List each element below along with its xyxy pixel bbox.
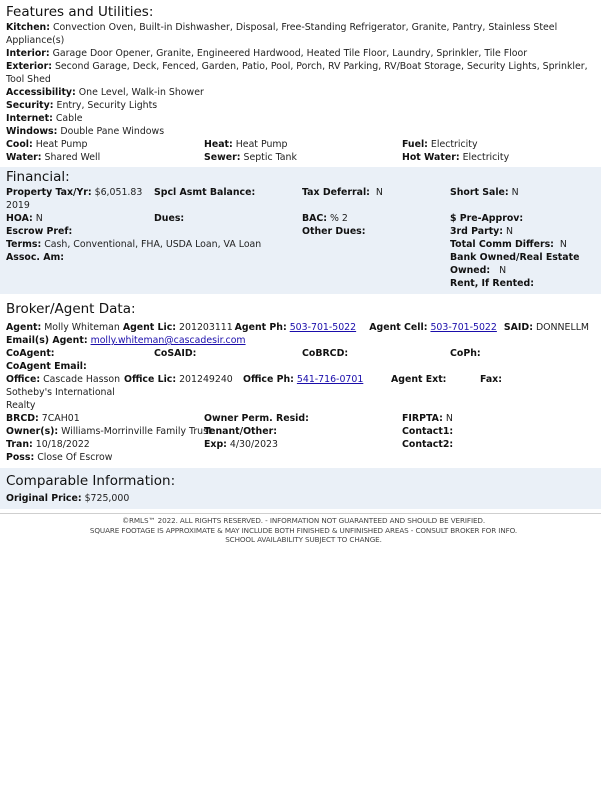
utility-row-1 — [6, 138, 595, 151]
tran-cell: Tran: 10/18/2022 — [6, 439, 90, 450]
said-cell: SAID: DONNELLM — [503, 322, 590, 333]
financial-section — [0, 167, 601, 294]
internet-row: Internet: Cable — [6, 113, 83, 124]
sewer-cell: Sewer: Septic Tank — [204, 152, 297, 163]
coph-cell: CoPh: — [450, 348, 481, 359]
agent-email-link[interactable]: molly.whiteman@cascadesir.com — [90, 335, 246, 346]
hotwater-cell: Hot Water: Electricity — [402, 152, 510, 163]
agentext-cell: Agent Ext: — [391, 374, 447, 385]
fuel-cell: Fuel: Electricity — [402, 139, 478, 150]
utility-row-2 — [6, 151, 595, 167]
financial-row-4 — [6, 238, 595, 251]
thirdparty-cell: 3rd Party: N — [450, 226, 514, 237]
accessibility-row: Accessibility: One Level, Walk-in Shower — [6, 87, 204, 98]
broker-row-1 — [6, 321, 595, 334]
hoa-cell: HOA: N — [6, 213, 43, 224]
shortsale-cell: Short Sale: N — [450, 187, 519, 198]
escrow-cell: Escrow Pref: — [6, 226, 73, 237]
coemail-row: CoAgent Email: — [6, 361, 87, 372]
contact1-cell: Contact1: — [402, 426, 454, 437]
broker-section — [0, 294, 601, 468]
original-price-row: Original Price: $725,000 — [6, 493, 130, 504]
footer-line-2: SQUARE FOOTAGE IS APPROXIMATE & MAY INCLUDE BOTH FINISHED & UNFINISHED AREAS - CONSULT BROKER FOR INFO. — [89, 525, 518, 535]
office-phone-link[interactable]: 541-716-0701 — [296, 374, 364, 385]
financial-title: Financial: — [6, 169, 70, 185]
agent-phone-link[interactable]: 503-701-5022 — [289, 322, 357, 333]
contact2-cell: Contact2: — [402, 439, 454, 450]
features-title: Features and Utilities: — [6, 4, 154, 20]
terms-cell: Terms: Cash, Conventional, FHA, USDA Loan, VA Loan — [6, 239, 262, 250]
cosaid-cell: CoSAID: — [154, 348, 197, 359]
firpta-cell: FIRPTA: N — [402, 413, 453, 424]
poss-row: Poss: Close Of Escrow — [6, 452, 113, 463]
email-row: Email(s) Agent: molly.whiteman@cascadesir.com — [6, 335, 246, 346]
footer-disclaimer — [0, 514, 607, 545]
deferral-cell: Tax Deferral: N — [302, 187, 383, 198]
owners-cell: Owner(s): Williams-Morrinville Family Trust — [6, 426, 212, 437]
agent-cell: Agent: Molly Whiteman — [6, 322, 120, 333]
spcl-cell: Spcl Asmt Balance: — [154, 187, 256, 198]
exterior-row: Exterior: Second Garage, Deck, Fenced, Garden, Patio, Pool, Porch, RV Parking, RV/Boat Storage, Security Lights, Sprinkler, Tool Shed — [6, 61, 588, 85]
agentcell-cell: Agent Cell: 503-701-5022 — [369, 322, 497, 333]
kitchen-row: Kitchen: Convection Oven, Built-in Dishwasher, Disposal, Free-Standing Refrigerator, Granite, Pantry, Stainless Steel Appliance(s) — [6, 22, 558, 46]
assoc-cell: Assoc. Am: — [6, 252, 65, 263]
broker-title: Broker/Agent Data: — [6, 301, 136, 317]
broker-row-6 — [6, 412, 595, 425]
footer-line-3: SCHOOL AVAILABILITY SUBJECT TO CHANGE. — [225, 535, 382, 544]
broker-row-3 — [6, 347, 595, 360]
exp-cell: Exp: 4/30/2023 — [204, 439, 278, 450]
tax-cell: Property Tax/Yr: $6,051.83 2019 — [6, 187, 143, 211]
financial-row-6 — [6, 277, 595, 290]
rent-cell: Rent, If Rented: — [450, 278, 534, 289]
footer-line-1: ©RMLS™ 2022. ALL RIGHTS RESERVED. - INFORMATION NOT GUARANTEED AND SHOULD BE VERIFIED. — [121, 516, 486, 525]
fax-cell: Fax: — [480, 374, 502, 385]
security-row: Security: Entry, Security Lights — [6, 100, 158, 111]
preapprov-cell: $ Pre-Approv: — [450, 213, 524, 224]
heat-cell: Heat: Heat Pump — [204, 139, 288, 150]
officeph-cell: Office Ph: 541-716-0701 — [243, 374, 364, 385]
comparable-section — [0, 468, 601, 509]
financial-row-1 — [6, 186, 595, 212]
bac-cell: BAC: % 2 — [302, 213, 348, 224]
totalcomm-cell: Total Comm Differs: N — [450, 239, 567, 250]
windows-row: Windows: Double Pane Windows — [6, 126, 165, 137]
agent-cell-link[interactable]: 503-701-5022 — [430, 322, 497, 333]
comparable-title: Comparable Information: — [6, 473, 176, 489]
financial-row-2 — [6, 212, 595, 225]
cool-cell: Cool: Heat Pump — [6, 139, 88, 150]
office-cell: Office: Cascade Hasson Sotheby's International Realty — [6, 374, 121, 411]
broker-row-8 — [6, 438, 595, 451]
brcd-cell: BRCD: 7CAH01 — [6, 413, 80, 424]
broker-row-5 — [6, 373, 595, 412]
dues-cell: Dues: — [154, 213, 185, 224]
agentph-cell: Agent Ph: 503-701-5022 — [234, 322, 357, 333]
coagent-cell: CoAgent: — [6, 348, 55, 359]
cobrcd-cell: CoBRCD: — [302, 348, 349, 359]
otherdues-cell: Other Dues: — [302, 226, 366, 237]
officelic-cell: Office Lic: 201249240 — [124, 374, 233, 385]
ownerperm-cell: Owner Perm. Resid: — [204, 413, 309, 424]
broker-row-7 — [6, 425, 595, 438]
agentlic-cell: Agent Lic: 201203111 — [122, 322, 233, 333]
features-section — [0, 0, 601, 167]
bankowned-cell: Bank Owned/Real Estate Owned: N — [450, 252, 580, 276]
interior-row: Interior: Garage Door Opener, Granite, Engineered Hardwood, Heated Tile Floor, Laundry, Sprinkler, Tile Floor — [6, 48, 528, 59]
financial-row-5 — [6, 251, 595, 277]
financial-row-3 — [6, 225, 595, 238]
water-cell: Water: Shared Well — [6, 152, 101, 163]
tenant-cell: Tenant/Other: — [204, 426, 277, 437]
